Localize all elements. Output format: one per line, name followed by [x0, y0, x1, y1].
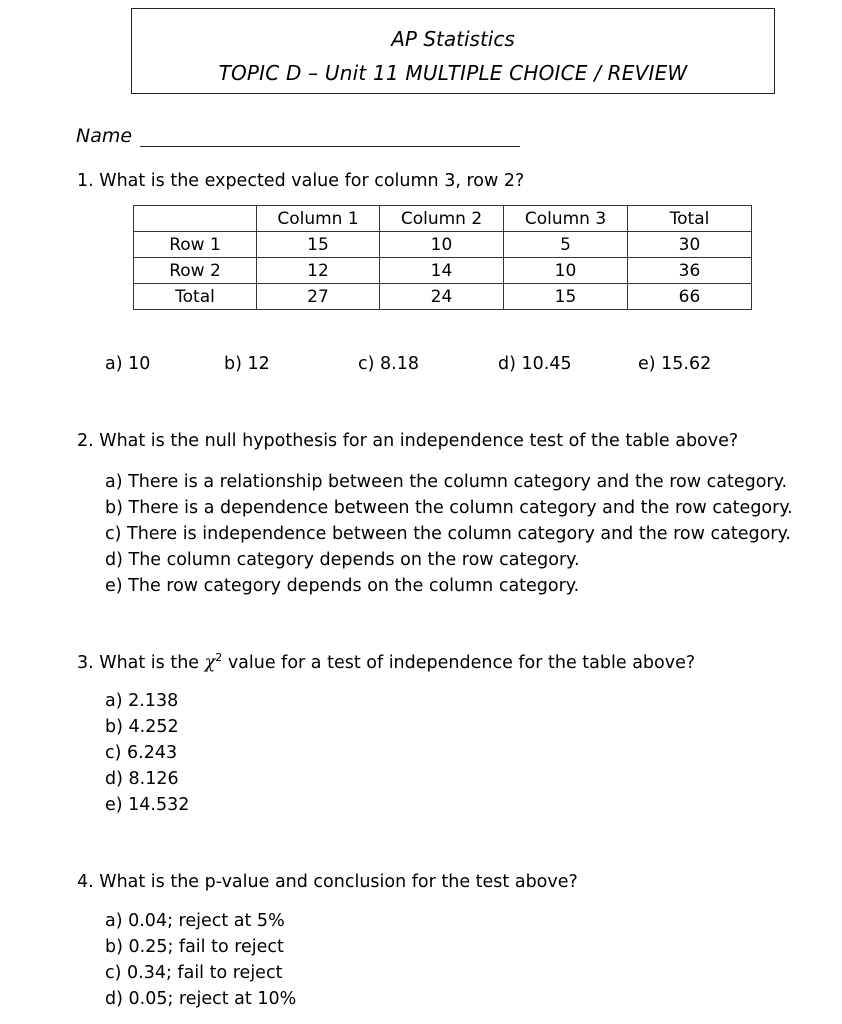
question-3-prefix: 3. What is the: [77, 652, 205, 673]
q2-option-a: a) There is a relationship between the column category and the row category.: [105, 472, 788, 492]
chi-symbol: χ: [204, 652, 216, 673]
table-cell: Column 3: [504, 206, 628, 232]
q3-option-c: c) 6.243: [105, 743, 178, 763]
q2-options: [105, 469, 793, 599]
table-cell: 5: [504, 232, 628, 258]
q1-option-a: a) 10: [105, 354, 151, 374]
q4-option-d: d) 0.05; reject at 10%: [105, 989, 297, 1009]
q4-option-b: b) 0.25; fail to reject: [105, 937, 284, 957]
q3-option-a: a) 2.138: [105, 691, 179, 711]
q4-options: [105, 908, 296, 1012]
name-label: Name: [76, 125, 133, 147]
table-cell: 10: [504, 258, 628, 284]
table-cell: Total: [628, 206, 752, 232]
table-row: [134, 284, 752, 310]
table-cell: [134, 206, 257, 232]
title-box: [131, 8, 775, 94]
chi-superscript: 2: [215, 651, 223, 664]
table-cell: Row 1: [134, 232, 257, 258]
q1-option-e: e) 15.62: [638, 354, 712, 374]
q3-options: [105, 688, 189, 818]
page-title: AP Statistics: [391, 27, 515, 51]
q4-option-c: c) 0.34; fail to reject: [105, 963, 283, 983]
table-cell: Total: [134, 284, 257, 310]
q2-option-b: b) There is a dependence between the column category and the row category.: [105, 498, 793, 518]
contingency-table: [133, 205, 752, 310]
q3-option-d: d) 8.126: [105, 769, 179, 789]
table-cell: 15: [257, 232, 380, 258]
table-row: [134, 232, 752, 258]
question-1: 1. What is the expected value for column 3, row 2?: [77, 171, 525, 191]
table-cell: 27: [257, 284, 380, 310]
table-cell: 10: [380, 232, 504, 258]
q3-option-b: b) 4.252: [105, 717, 179, 737]
table-cell: Column 2: [380, 206, 504, 232]
table-cell: 24: [380, 284, 504, 310]
q1-option-c: c) 8.18: [358, 354, 419, 374]
q1-option-b: b) 12: [224, 354, 270, 374]
table-cell: Column 1: [257, 206, 380, 232]
table-header-row: [134, 206, 752, 232]
question-4: 4. What is the p-value and conclusion for the test above?: [77, 872, 578, 892]
table-cell: 66: [628, 284, 752, 310]
name-line: [140, 146, 520, 147]
table-cell: 14: [380, 258, 504, 284]
table-row: [134, 258, 752, 284]
table-cell: 12: [257, 258, 380, 284]
question-2: 2. What is the null hypothesis for an independence test of the table above?: [77, 431, 739, 451]
question-3-suffix: value for a test of independence for the table above?: [222, 652, 696, 673]
table-cell: 15: [504, 284, 628, 310]
table-cell: 36: [628, 258, 752, 284]
q2-option-e: e) The row category depends on the column category.: [105, 576, 580, 596]
table-cell: 30: [628, 232, 752, 258]
q3-option-e: e) 14.532: [105, 795, 190, 815]
page-subtitle: TOPIC D – Unit 11 MULTIPLE CHOICE / REVIEW: [218, 61, 688, 85]
q1-option-d: d) 10.45: [498, 354, 572, 374]
table-cell: Row 2: [134, 258, 257, 284]
question-3: [77, 651, 695, 673]
q2-option-c: c) There is independence between the column category and the row category.: [105, 524, 791, 544]
q2-option-d: d) The column category depends on the row category.: [105, 550, 580, 570]
q4-option-a: a) 0.04; reject at 5%: [105, 911, 285, 931]
